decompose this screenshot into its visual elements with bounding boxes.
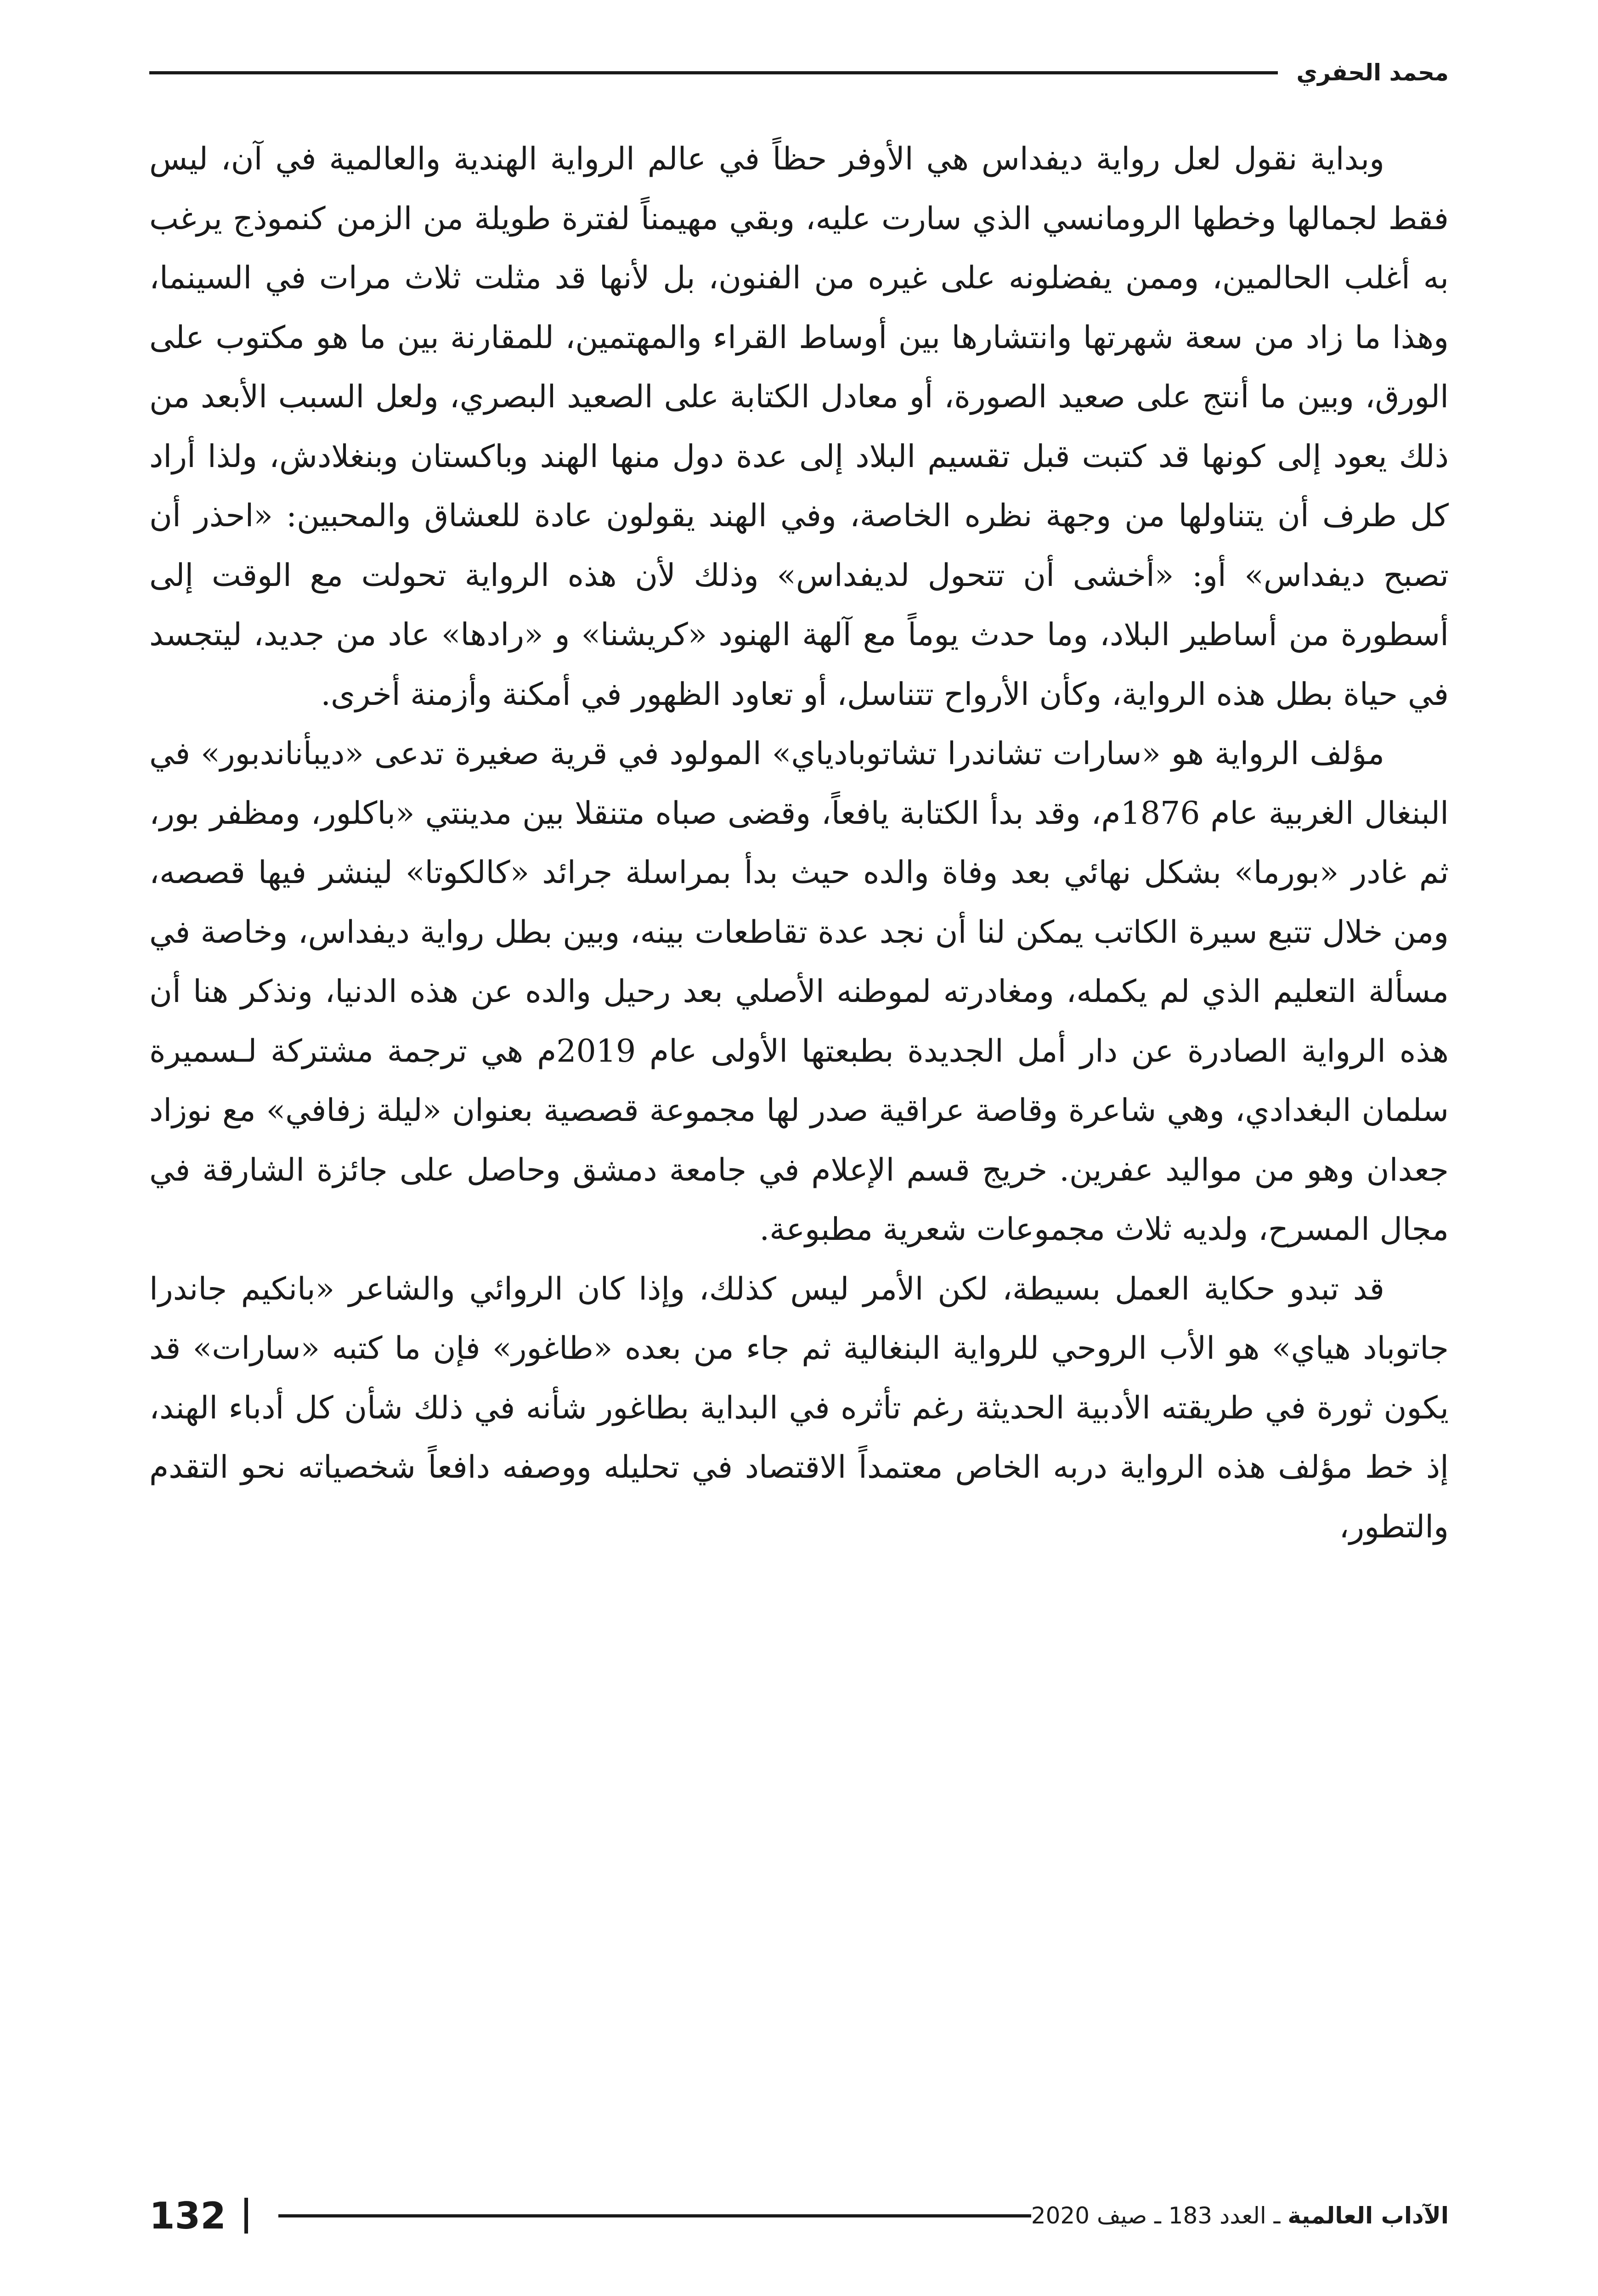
journal-info: [1031, 2202, 1449, 2229]
journal-issue: ـ العدد 183 ـ صيف 2020: [1031, 2202, 1281, 2229]
page-number-bar: [244, 2198, 248, 2234]
paragraph: مؤلف الرواية هو «سارات تشاندرا تشاتوبادياي» المولود في قرية صغيرة تدعى «ديبأناندبور» في البنغال الغربية عام 1876م، وقد بدأ الكتابة يافعاً، وقضى صباه متنقلا بين مدينتي «باكلور، ومظفر بور، ثم غادر «بورما» بشكل نهائي بعد وفاة والده حيث بدأ بمراسلة جرائد «كالكوتا» لينشر فيها قصصه، ومن خلال تتبع سيرة الكاتب يمكن لنا أن نجد عدة تقاطعات بينه، وبين بطل رواية ديفداس، وخاصة في مسألة التعليم الذي لم يكمله، ومغادرته لموطنه الأصلي بعد رحيل والده عن هذه الدنيا، ونذكر هنا أن هذه الرواية الصادرة عن دار أمل الجديدة بطبعتها الأولى عام 2019م هي ترجمة مشتركة لـسميرة سلمان البغدادي، وهي شاعرة وقاصة عراقية صدر لها مجموعة قصصية بعنوان «ليلة زفافي» مع نوزاد جعدان وهو من مواليد عفرين. خريج قسم الإعلام في جامعة دمشق وحاصل على جائزة الشارقة في مجال المسرح، ولديه ثلاث مجموعات شعرية مطبوعة.: [149, 736, 1449, 1248]
article-body: [149, 129, 1449, 1557]
running-header: [149, 54, 1449, 91]
header-author: محمد الحفري: [1296, 59, 1449, 86]
page-number: 132: [149, 2194, 226, 2237]
paragraph: وبداية نقول لعل رواية ديفداس هي الأوفر حظاً في عالم الرواية الهندية والعالمية في آن، ليس فقط لجمالها وخطها الرومانسي الذي سارت عليه، وبقي مهيمناً لفترة طويلة من الزمن كنموذج يرغب به أغلب الحالمين، وممن يفضلونه على غيره من الفنون، بل لأنها قد مثلت ثلاث مرات في السينما، وهذا ما زاد من سعة شهرتها وانتشارها بين أوساط القراء والمهتمين، للمقارنة بين ما هو مكتوب على الورق، وبين ما أنتج على صعيد الصورة، أو معادل الكتابة على الصعيد البصري، ولعل السبب الأبعد من ذلك يعود إلى كونها قد كتبت قبل تقسيم البلاد إلى عدة دول منها الهند وباكستان وبنغلادش، ولذا أراد كل طرف أن يتناولها من وجهة نظره الخاصة، وفي الهند يقولون عادة للعشاق والمحبين: «احذر أن تصبح ديفداس» أو: «أخشى أن تتحول لديفداس» وذلك لأن هذه الرواية تحولت مع الوقت إلى أسطورة من أساطير البلاد، وما حدث يوماً مع آلهة الهنود «كريشنا» و «رادها» عاد من جديد، ليتجسد في حياة بطل هذه الرواية، وكأن الأرواح تتناسل، أو تعاود الظهور في أمكنة وأزمنة أخرى.: [149, 141, 1449, 713]
header-rule: [149, 71, 1278, 74]
footer-rule: [278, 2214, 1031, 2217]
journal-name: الآداب العالمية: [1287, 2202, 1449, 2229]
running-footer: [149, 2193, 1449, 2239]
paragraph: قد تبدو حكاية العمل بسيطة، لكن الأمر ليس كذلك، وإذا كان الروائي والشاعر «بانكيم جاندرا جاتوباد هياي» هو الأب الروحي للرواية البنغالية ثم جاء من بعده «طاغور» فإن ما كتبه «سارات» قد يكون ثورة في طريقته الأدبية الحديثة رغم تأثره في البداية بطاغور شأنه في ذلك شأن كل أدباء الهند، إذ خط مؤلف هذه الرواية دربه الخاص معتمداً الاقتصاد في تحليله ووصفه دافعاً شخصياته نحو التقدم والتطور،: [149, 1271, 1449, 1545]
